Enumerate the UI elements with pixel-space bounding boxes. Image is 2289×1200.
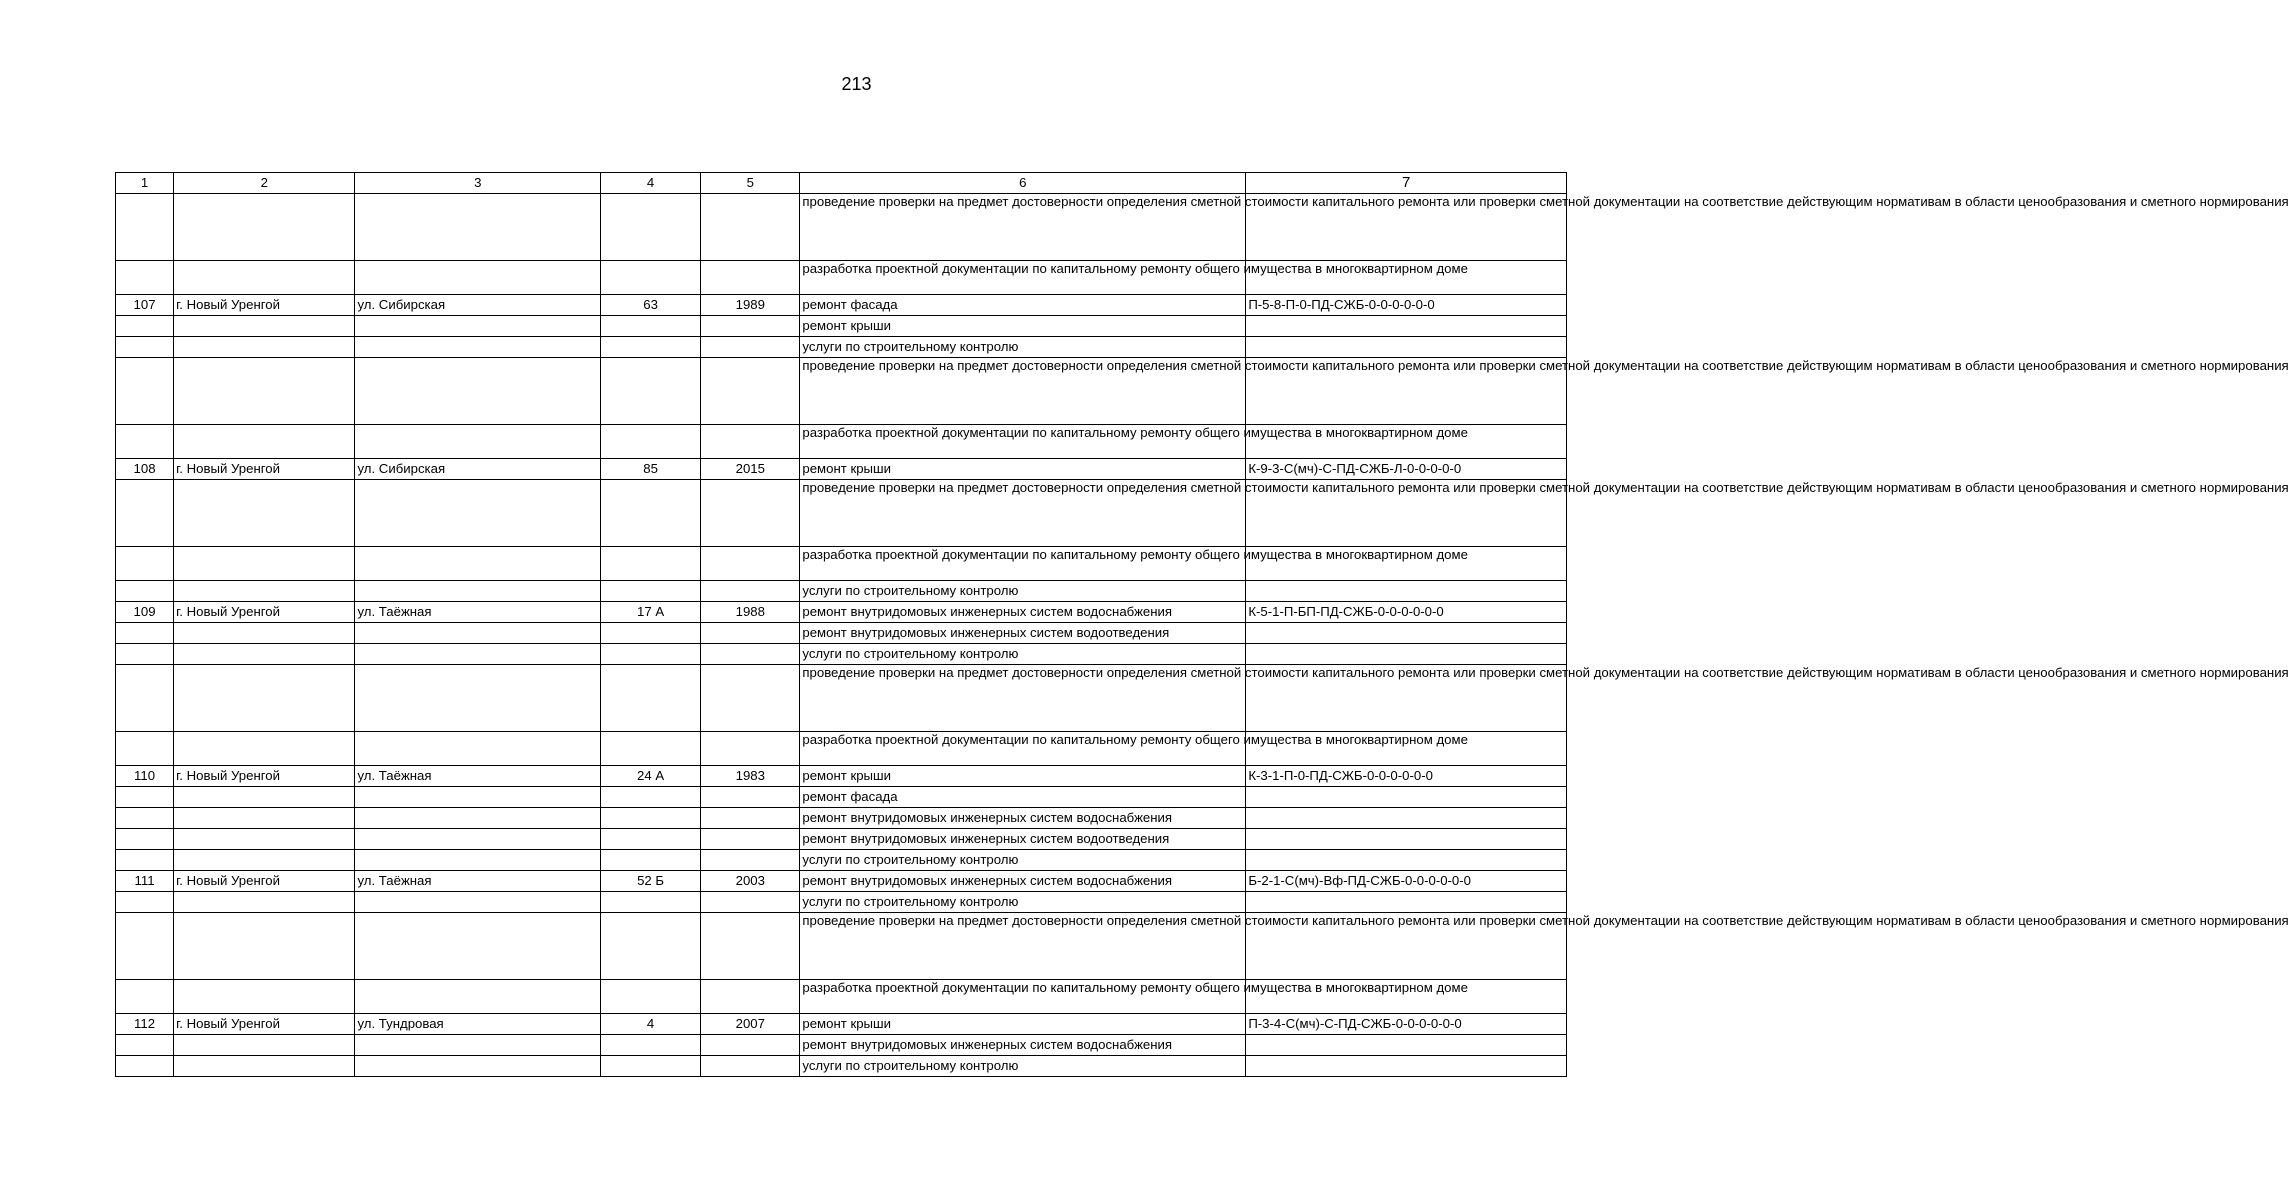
city-cell: г. Новый Уренгой xyxy=(174,871,355,892)
table-row xyxy=(116,547,1567,581)
row-number xyxy=(116,665,174,732)
table-row xyxy=(116,913,1567,980)
table-row xyxy=(116,602,1567,623)
column-header-4: 4 xyxy=(600,173,700,194)
house-number-cell xyxy=(600,1035,700,1056)
city-cell xyxy=(174,581,355,602)
street-cell xyxy=(355,892,601,913)
house-number-cell xyxy=(600,358,700,425)
street-cell xyxy=(355,194,601,261)
house-number-cell xyxy=(600,980,700,1014)
column-header-7: 7 xyxy=(1246,173,1567,194)
city-cell: г. Новый Уренгой xyxy=(174,459,355,480)
city-cell xyxy=(174,547,355,581)
year-cell xyxy=(701,913,800,980)
building-code-cell: К-9-3-С(мч)-С-ПД-СЖБ-Л-0-0-0-0-0 xyxy=(1246,459,1567,480)
house-number-cell xyxy=(600,829,700,850)
work-type-cell: ремонт внутридомовых инженерных систем водоснабжения xyxy=(800,808,1246,829)
row-number: 109 xyxy=(116,602,174,623)
city-cell: г. Новый Уренгой xyxy=(174,295,355,316)
work-type-cell: услуги по строительному контролю xyxy=(800,850,1246,871)
header-row xyxy=(116,173,1567,194)
year-cell xyxy=(701,732,800,766)
table-row xyxy=(116,581,1567,602)
street-cell xyxy=(355,913,601,980)
house-number-cell xyxy=(600,316,700,337)
work-type-cell: ремонт внутридомовых инженерных систем водоснабжения xyxy=(800,871,1246,892)
year-cell: 1989 xyxy=(701,295,800,316)
row-number xyxy=(116,425,174,459)
row-number xyxy=(116,732,174,766)
work-type-cell: ремонт крыши xyxy=(800,766,1246,787)
row-number xyxy=(116,913,174,980)
street-cell: ул. Сибирская xyxy=(355,459,601,480)
street-cell xyxy=(355,337,601,358)
table-row xyxy=(116,480,1567,547)
work-type-cell: проведение проверки на предмет достоверности определения сметной стоимости капитального ремонта или проверки сметной документации на соответствие действующим нормативам в области ценообразования и сметного нормирования xyxy=(800,194,1246,261)
building-code-cell xyxy=(1246,808,1567,829)
table-row xyxy=(116,644,1567,665)
house-number-cell xyxy=(600,850,700,871)
street-cell: ул. Сибирская xyxy=(355,295,601,316)
house-number-cell xyxy=(600,732,700,766)
street-cell xyxy=(355,829,601,850)
row-number xyxy=(116,358,174,425)
building-code-cell xyxy=(1246,1035,1567,1056)
work-type-cell: разработка проектной документации по капитальному ремонту общего имущества в многоквартирном доме xyxy=(800,732,1246,766)
city-cell xyxy=(174,808,355,829)
house-number-cell xyxy=(600,1056,700,1077)
work-type-cell: ремонт внутридомовых инженерных систем водоснабжения xyxy=(800,1035,1246,1056)
year-cell xyxy=(701,808,800,829)
building-code-cell xyxy=(1246,1056,1567,1077)
table-row xyxy=(116,425,1567,459)
row-number: 107 xyxy=(116,295,174,316)
street-cell xyxy=(355,358,601,425)
work-type-cell: ремонт крыши xyxy=(800,459,1246,480)
street-cell: ул. Таёжная xyxy=(355,602,601,623)
table-body xyxy=(116,194,2289,1077)
city-cell xyxy=(174,337,355,358)
building-code-cell xyxy=(1246,787,1567,808)
table-row xyxy=(116,892,1567,913)
house-number-cell xyxy=(600,480,700,547)
building-code-cell xyxy=(1246,850,1567,871)
row-number xyxy=(116,581,174,602)
building-code-cell xyxy=(1246,337,1567,358)
city-cell xyxy=(174,850,355,871)
city-cell xyxy=(174,358,355,425)
year-cell xyxy=(701,980,800,1014)
year-cell: 2015 xyxy=(701,459,800,480)
row-number xyxy=(116,850,174,871)
column-header-3: 3 xyxy=(355,173,601,194)
street-cell: ул. Таёжная xyxy=(355,766,601,787)
table-row xyxy=(116,1014,1567,1035)
city-cell: г. Новый Уренгой xyxy=(174,1014,355,1035)
year-cell xyxy=(701,358,800,425)
year-cell xyxy=(701,261,800,295)
city-cell xyxy=(174,194,355,261)
year-cell xyxy=(701,547,800,581)
table-row xyxy=(116,871,1567,892)
year-cell: 1988 xyxy=(701,602,800,623)
work-type-cell: ремонт фасада xyxy=(800,787,1246,808)
street-cell xyxy=(355,425,601,459)
building-code-cell: К-3-1-П-0-ПД-СЖБ-0-0-0-0-0-0 xyxy=(1246,766,1567,787)
street-cell xyxy=(355,547,601,581)
table-row xyxy=(116,850,1567,871)
row-number xyxy=(116,337,174,358)
city-cell xyxy=(174,913,355,980)
city-cell xyxy=(174,316,355,337)
work-type-cell: ремонт крыши xyxy=(800,316,1246,337)
year-cell xyxy=(701,1056,800,1077)
building-code-cell xyxy=(1246,829,1567,850)
street-cell xyxy=(355,316,601,337)
street-cell xyxy=(355,980,601,1014)
table-row xyxy=(116,261,1567,295)
building-code-cell: Б-2-1-С(мч)-Вф-ПД-СЖБ-0-0-0-0-0-0 xyxy=(1246,871,1567,892)
column-header-1: 1 xyxy=(116,173,174,194)
year-cell xyxy=(701,480,800,547)
work-type-cell: услуги по строительному контролю xyxy=(800,581,1246,602)
city-cell xyxy=(174,1056,355,1077)
house-number-cell xyxy=(600,194,700,261)
work-type-cell: услуги по строительному контролю xyxy=(800,644,1246,665)
row-number xyxy=(116,194,174,261)
row-number xyxy=(116,261,174,295)
row-number xyxy=(116,1056,174,1077)
house-number-cell xyxy=(600,261,700,295)
house-number-cell xyxy=(600,337,700,358)
house-number-cell xyxy=(600,665,700,732)
city-cell xyxy=(174,892,355,913)
year-cell xyxy=(701,850,800,871)
house-number-cell: 24 А xyxy=(600,766,700,787)
street-cell xyxy=(355,644,601,665)
row-number: 112 xyxy=(116,1014,174,1035)
column-header-6: 6 xyxy=(800,173,1246,194)
table-row xyxy=(116,665,1567,732)
row-number: 111 xyxy=(116,871,174,892)
table-row xyxy=(116,459,1567,480)
work-type-cell: ремонт внутридомовых инженерных систем водоотведения xyxy=(800,623,1246,644)
year-cell: 2003 xyxy=(701,871,800,892)
street-cell xyxy=(355,261,601,295)
row-number xyxy=(116,787,174,808)
row-number xyxy=(116,1035,174,1056)
year-cell xyxy=(701,787,800,808)
table-row xyxy=(116,787,1567,808)
work-type-cell: услуги по строительному контролю xyxy=(800,892,1246,913)
house-number-cell xyxy=(600,547,700,581)
row-number xyxy=(116,623,174,644)
table-row xyxy=(116,337,1567,358)
work-type-cell: проведение проверки на предмет достоверности определения сметной стоимости капитального ремонта или проверки сметной документации на соответствие действующим нормативам в области ценообразования и сметного нормирования xyxy=(800,665,1246,732)
building-code-cell xyxy=(1246,581,1567,602)
work-type-cell: проведение проверки на предмет достоверности определения сметной стоимости капитального ремонта или проверки сметной документации на соответствие действующим нормативам в области ценообразования и сметного нормирования xyxy=(800,480,1246,547)
year-cell xyxy=(701,337,800,358)
table-row xyxy=(116,1056,1567,1077)
house-number-cell xyxy=(600,581,700,602)
repair-schedule-table xyxy=(115,172,2289,1077)
work-type-cell: ремонт крыши xyxy=(800,1014,1246,1035)
column-header-2: 2 xyxy=(174,173,355,194)
house-number-cell xyxy=(600,623,700,644)
row-number: 110 xyxy=(116,766,174,787)
table-row xyxy=(116,980,1567,1014)
year-cell xyxy=(701,316,800,337)
house-number-cell xyxy=(600,644,700,665)
year-cell xyxy=(701,623,800,644)
building-code-cell xyxy=(1246,892,1567,913)
street-cell xyxy=(355,623,601,644)
building-code-cell xyxy=(1246,623,1567,644)
house-number-cell: 17 А xyxy=(600,602,700,623)
city-cell xyxy=(174,644,355,665)
street-cell xyxy=(355,732,601,766)
city-cell xyxy=(174,623,355,644)
table-row xyxy=(116,1035,1567,1056)
table-row xyxy=(116,732,1567,766)
row-number xyxy=(116,480,174,547)
row-number xyxy=(116,829,174,850)
work-type-cell: услуги по строительному контролю xyxy=(800,1056,1246,1077)
city-cell: г. Новый Уренгой xyxy=(174,766,355,787)
table-row xyxy=(116,194,1567,261)
city-cell xyxy=(174,1035,355,1056)
street-cell xyxy=(355,808,601,829)
city-cell xyxy=(174,787,355,808)
row-number xyxy=(116,892,174,913)
house-number-cell: 52 Б xyxy=(600,871,700,892)
table-row xyxy=(116,358,1567,425)
year-cell xyxy=(701,194,800,261)
city-cell xyxy=(174,665,355,732)
street-cell xyxy=(355,581,601,602)
city-cell xyxy=(174,732,355,766)
street-cell xyxy=(355,850,601,871)
row-number: 108 xyxy=(116,459,174,480)
year-cell xyxy=(701,1035,800,1056)
work-type-cell: разработка проектной документации по капитальному ремонту общего имущества в многоквартирном доме xyxy=(800,547,1246,581)
house-number-cell xyxy=(600,913,700,980)
city-cell xyxy=(174,829,355,850)
building-code-cell xyxy=(1246,644,1567,665)
year-cell: 1983 xyxy=(701,766,800,787)
work-type-cell: проведение проверки на предмет достоверности определения сметной стоимости капитального ремонта или проверки сметной документации на соответствие действующим нормативам в области ценообразования и сметного нормирования xyxy=(800,913,1246,980)
street-cell xyxy=(355,665,601,732)
street-cell: ул. Таёжная xyxy=(355,871,601,892)
work-type-cell: ремонт фасада xyxy=(800,295,1246,316)
city-cell xyxy=(174,480,355,547)
year-cell xyxy=(701,644,800,665)
table-row xyxy=(116,295,1567,316)
street-cell xyxy=(355,787,601,808)
year-cell xyxy=(701,892,800,913)
year-cell xyxy=(701,425,800,459)
year-cell xyxy=(701,829,800,850)
street-cell xyxy=(355,1056,601,1077)
house-number-cell xyxy=(600,892,700,913)
city-cell: г. Новый Уренгой xyxy=(174,602,355,623)
table-row xyxy=(116,808,1567,829)
building-code-cell: П-5-8-П-0-ПД-СЖБ-0-0-0-0-0-0 xyxy=(1246,295,1567,316)
table-row xyxy=(116,766,1567,787)
work-type-cell: услуги по строительному контролю xyxy=(800,337,1246,358)
work-type-cell: разработка проектной документации по капитальному ремонту общего имущества в многоквартирном доме xyxy=(800,425,1246,459)
year-cell: 2007 xyxy=(701,1014,800,1035)
year-cell xyxy=(701,581,800,602)
street-cell xyxy=(355,1035,601,1056)
work-type-cell: проведение проверки на предмет достоверности определения сметной стоимости капитального ремонта или проверки сметной документации на соответствие действующим нормативам в области ценообразования и сметного нормирования xyxy=(800,358,1246,425)
row-number xyxy=(116,547,174,581)
work-type-cell: ремонт внутридомовых инженерных систем водоснабжения xyxy=(800,602,1246,623)
house-number-cell xyxy=(600,808,700,829)
page-number: 213 xyxy=(841,74,872,94)
row-number xyxy=(116,316,174,337)
work-type-cell: разработка проектной документации по капитальному ремонту общего имущества в многоквартирном доме xyxy=(800,261,1246,295)
column-header-5: 5 xyxy=(701,173,800,194)
table-row xyxy=(116,829,1567,850)
building-code-cell: К-5-1-П-БП-ПД-СЖБ-0-0-0-0-0-0 xyxy=(1246,602,1567,623)
city-cell xyxy=(174,261,355,295)
house-number-cell xyxy=(600,787,700,808)
house-number-cell: 85 xyxy=(600,459,700,480)
row-number xyxy=(116,644,174,665)
work-type-cell: разработка проектной документации по капитальному ремонту общего имущества в многоквартирном доме xyxy=(800,980,1246,1014)
house-number-cell: 4 xyxy=(600,1014,700,1035)
row-number xyxy=(116,808,174,829)
street-cell: ул. Тундровая xyxy=(355,1014,601,1035)
building-code-cell xyxy=(1246,316,1567,337)
city-cell xyxy=(174,980,355,1014)
building-code-cell: П-3-4-С(мч)-С-ПД-СЖБ-0-0-0-0-0-0 xyxy=(1246,1014,1567,1035)
city-cell xyxy=(174,425,355,459)
row-number xyxy=(116,980,174,1014)
house-number-cell: 63 xyxy=(600,295,700,316)
house-number-cell xyxy=(600,425,700,459)
street-cell xyxy=(355,480,601,547)
work-type-cell: ремонт внутридомовых инженерных систем водоотведения xyxy=(800,829,1246,850)
table-row xyxy=(116,316,1567,337)
table-row xyxy=(116,623,1567,644)
year-cell xyxy=(701,665,800,732)
